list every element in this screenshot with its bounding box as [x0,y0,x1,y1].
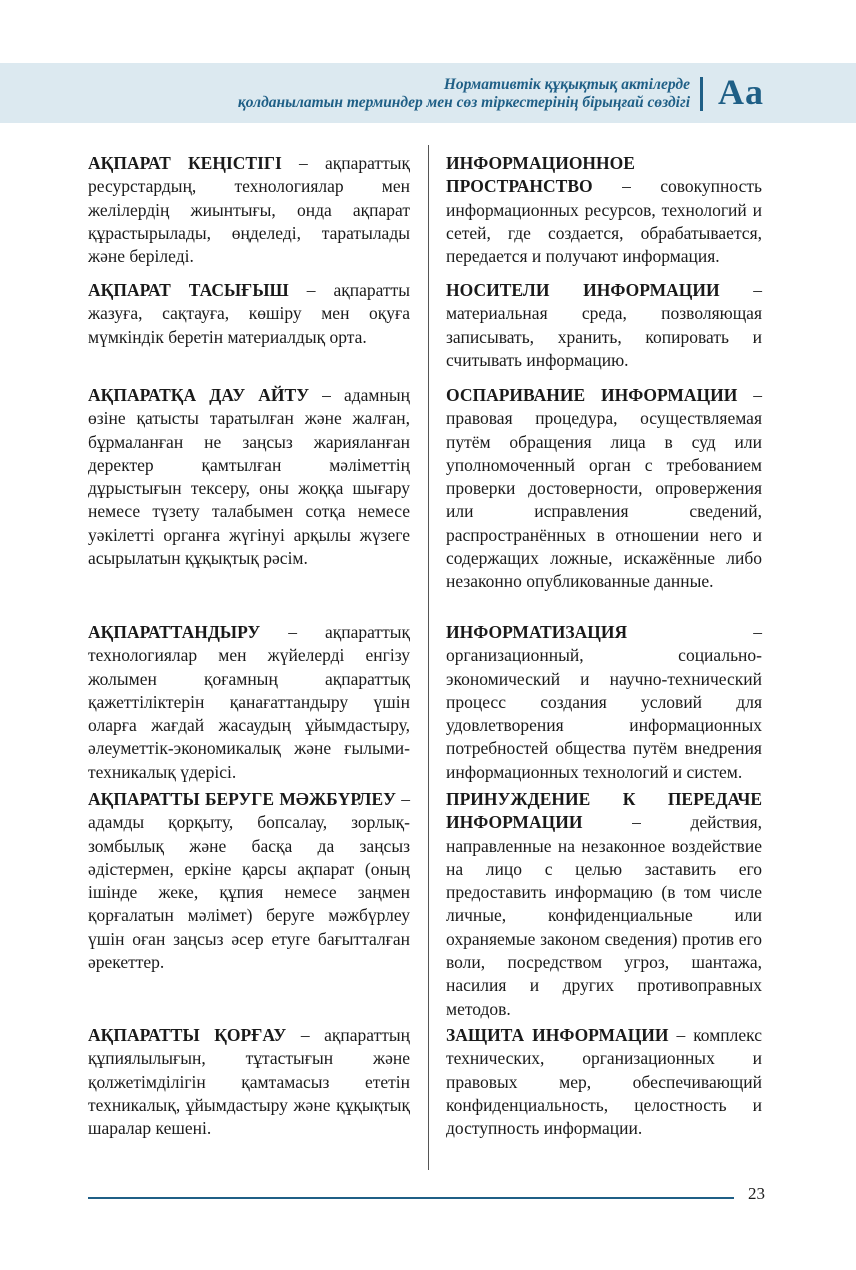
entry-term: АҚПАРАТТАНДЫРУ [88,622,261,642]
entry-kk-3 [88,384,410,570]
entry-term: ИНФОРМАЦИОННОЕ ПРОСТРАНСТВО [446,153,635,197]
entry-ru-2 [446,279,762,372]
entry-ru-3 [446,384,762,594]
entry-term: ЗАЩИТА ИНФОРМАЦИИ [446,1025,669,1045]
entry-ru-4 [446,621,762,784]
entry-body: – ақпараттың құпиялылығын, тұтастығын және қолжетімділігін қамтамасыз ететін техникалық, ұйымдастыру және құқықтық шаралар кешені. [88,1025,410,1139]
entry-term: НОСИТЕЛИ ИНФОРМАЦИИ [446,280,720,300]
entry-kk-4 [88,621,410,784]
entry-term: АҚПАРАТ КЕҢІСТІГІ [88,153,282,173]
entry-body: – комплекс технических, организационных и правовых мер, обеспечивающий конфиденциальность, целостность и доступность информации. [446,1025,762,1139]
entry-kk-6 [88,1024,410,1140]
entry-term: АҚПАРАТТЫ БЕРУГЕ МӘЖБҮРЛЕУ [88,789,396,809]
entry-kk-5 [88,788,410,974]
header-line-1: Нормативтік құқықтық актілерде [443,76,690,93]
entry-term: АҚПАРАТТЫ ҚОРҒАУ [88,1025,287,1045]
entry-ru-5 [446,788,762,1021]
entry-body: – действия, направленные на незаконное воздействие на лицо с целью заставить его предоставить информацию (в том числе личные, конфиденциальные или охраняемые законом сведения) против его воли, посредством угроз, шантажа, насилия и других противоправных методов. [446,812,762,1019]
entry-term: АҚПАРАТҚА ДАУ АЙТУ [88,385,310,405]
entry-term: ПРИНУЖДЕНИЕ К ПЕРЕДАЧЕ ИНФОРМАЦИИ [446,789,762,833]
entry-kk-2 [88,279,410,349]
entry-body: – ақпаратты жазуға, сақтауға, көшіру мен оқуға мүмкіндік беретін материалдық орта. [88,280,410,347]
header-separator [700,77,703,111]
entry-body: – ақпараттық ресурстардың, технологиялар мен желілердің жиынтығы, онда ақпарат құрастырылады, өңделеді, таратылады және беріледі. [88,153,410,267]
entry-ru-6 [446,1024,762,1140]
running-header [238,76,690,112]
entry-ru-1 [446,152,762,268]
entry-body: – организационный, социально-экономический и научно-технический процесс создания условий для удовлетворения информационных потребностей общества путём внедрения информационных технологий и систем. [446,622,762,782]
entry-term: ИНФОРМАТИЗАЦИЯ [446,622,628,642]
footer-rule [88,1197,734,1199]
entry-body: – адамның өзіне қатысты таратылған және жалған, бұрмаланған не заңсыз жарияланған деректер қамтылған мәліметтің дұрыстығын тексеру, оны жоққа шығару немесе түзету талабымен сотқа немесе уәкілетті органға жүгінуі арқылы жүзеге асырылатын құқықтық рәсім. [88,385,410,569]
entry-body: – правовая процедура, осуществляемая путём обращения лица в суд или уполномоченный орган с требованием проверки достоверности, опровержения или исправления сведений, распространённых в отношении него и содержащих ложные, искажённые либо незаконно опубликованные данные. [446,385,762,592]
entry-body: – совокупность информационных ресурсов, технологий и сетей, где создается, обрабатывается, передается и получают информация. [446,176,762,267]
entry-term: АҚПАРАТ ТАСЫҒЫШ [88,280,289,300]
header-line-2: қолданылатын терминдер мен сөз тіркестерінің бірыңғай сөздігі [237,94,690,111]
entry-kk-1 [88,152,410,268]
entry-body: – ақпараттық технологиялар мен жүйелерді енгізу жолымен қоғамның ақпараттық қажеттіліктерін қанағаттандыру үшін оларға жағдай жасаудың ұйымдастыру, әлеуметтік-экономикалық және ғылыми-техникалық үдерісі. [88,622,410,782]
entry-term: ОСПАРИВАНИЕ ИНФОРМАЦИИ [446,385,738,405]
entry-body: – адамды қорқыту, бопсалау, зорлық-зомбылық және басқа да заңсыз әдістермен, еркіне қарсы ақпарат (оның ішінде жеке, құпия немесе заңмен қорғалатын мәлімет) беруге мәжбүрлеу үшін оған заңсыз әсер етуге бағытталған әрекеттер. [88,789,411,973]
column-divider [428,145,429,1170]
entry-body: – материальная среда, позволяющая записывать, хранить, копировать и считывать информацию. [446,280,762,370]
page-number: 23 [748,1184,765,1203]
header-badge: Aa [718,72,764,112]
